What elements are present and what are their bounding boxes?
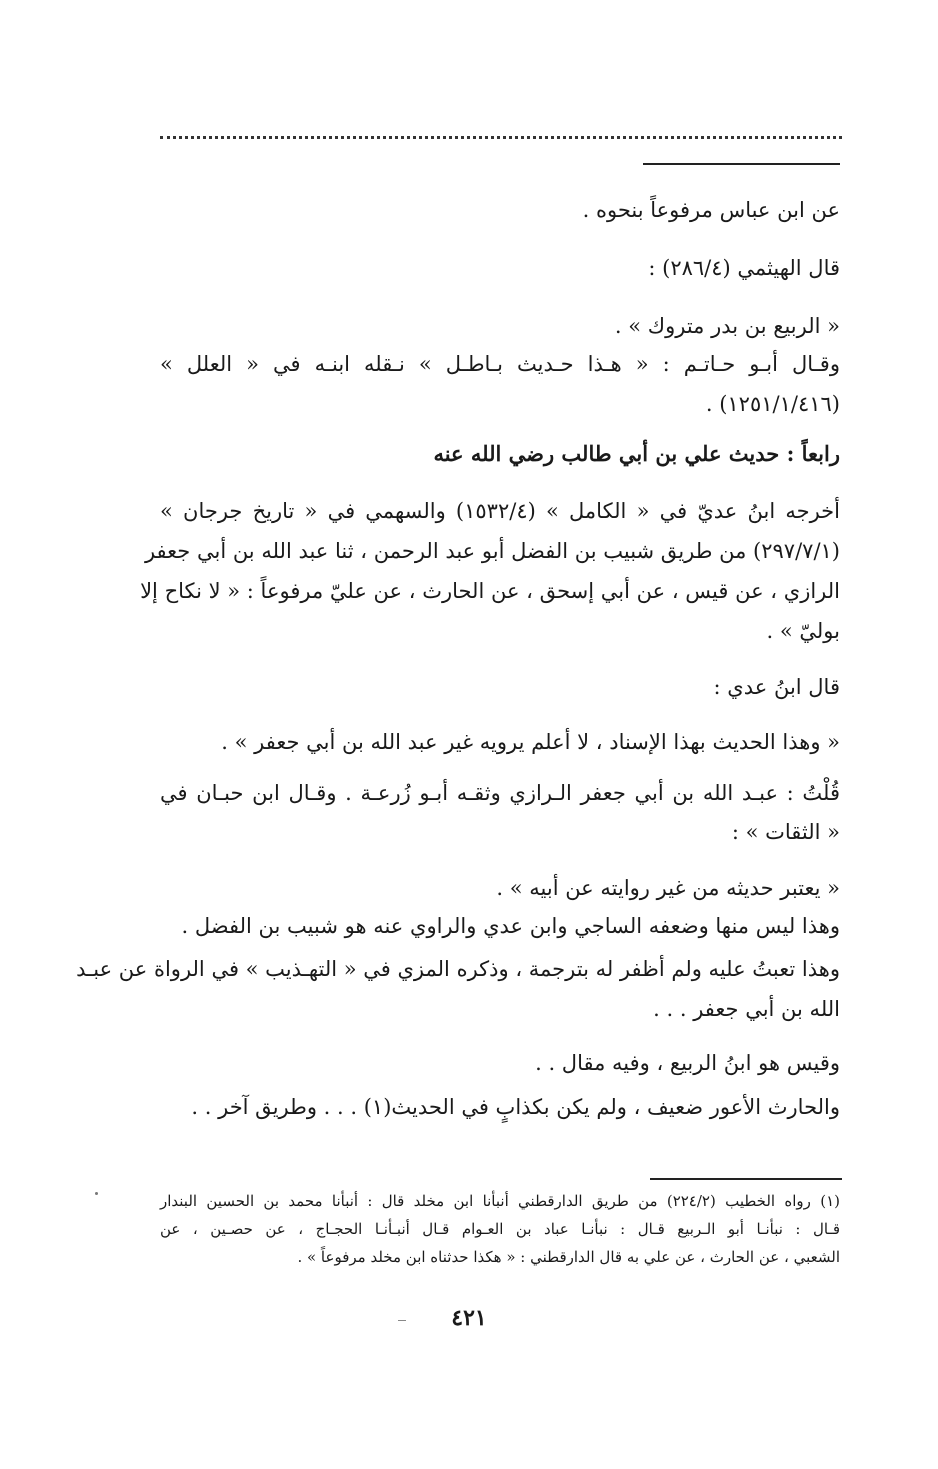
text-line: (١٢٥١/١/٤١٦) . bbox=[705, 392, 840, 416]
text-line: « وهذا الحديث بهذا الإسناد ، لا أعلم يرويه غير عبد الله بن أبي جعفر » . bbox=[221, 730, 840, 754]
dotted-separator bbox=[160, 136, 842, 139]
text-line: بوليّ » . bbox=[766, 619, 840, 643]
text-line: الرازي ، عن قيس ، عن أبي إسحق ، عن الحارث ، عن عليّ مرفوعاً : « لا نكاح إلا bbox=[140, 579, 840, 603]
section-heading: رابعاً : حديث علي بن أبي طالب رضي الله عنه bbox=[433, 441, 840, 466]
footnote-line: الشعبي ، عن الحارث ، عن علي به قال الدارقطني : « هكذا حدثناه ابن مخلد مرفوعاً » . bbox=[297, 1248, 840, 1266]
page-number: ٤٢١ bbox=[451, 1305, 487, 1331]
text-line: قال الهيثمي (٢٨٦/٤) : bbox=[648, 256, 840, 280]
text-line: وهذا ليس منها وضعفه الساجي وابن عدي والراوي عنه هو شبيب بن الفضل . bbox=[181, 914, 840, 938]
margin-mark bbox=[95, 1192, 98, 1195]
text-line: وقـال أبـو حـاتـم : « هـذا حـديث بـاطـل » نـقله ابنـه في « العلل » bbox=[160, 352, 840, 376]
text-line: وقيس هو ابنُ الربيع ، وفيه مقال . . bbox=[535, 1051, 840, 1075]
footnote-rule bbox=[650, 1178, 842, 1180]
text-line: (٢٩٧/٧/١) من طريق شبيب بن الفضل أبو عبد الرحمن ، ثنا عبد الله بن أبي جعفر bbox=[144, 539, 840, 563]
text-line: أخرجه ابنُ عديّ في « الكامل » (١٥٣٢/٤) والسهمي في « تاريخ جرجان » bbox=[160, 499, 840, 523]
footnote-line: قـال : نبأنـا أبو الـربيع قـال : نبأنـا عباد بن العـوام قـال أنبـأنـا الحجـاج ، عن حصـين ، عن bbox=[160, 1220, 840, 1238]
text-line: قُلْتُ : عبـد الله بن أبي جعفر الـرازي وثقـه أبـو زُرعـة . وقـال ابن حبـان في bbox=[160, 781, 840, 805]
text-line: قال ابنُ عدي : bbox=[713, 675, 840, 699]
text-line: عن ابن عباس مرفوعاً بنحوه . bbox=[582, 198, 840, 222]
text-line: « الثقات » : bbox=[731, 820, 840, 844]
text-line: وهذا تعبتُ عليه ولم أظفر له بترجمة ، وذكره المزي في « التهـذيب » في الرواة عن عبـد bbox=[76, 957, 840, 981]
top-rule bbox=[643, 163, 840, 165]
text-line: « يعتبر حديثه من غير روايته عن أبيه » . bbox=[496, 876, 840, 900]
footnote-line: (١) رواه الخطيب (٢٢٤/٢) من طريق الدارقطني أنبأنا ابن مخلد قال : أنبأنا محمد بن الحسين البندار bbox=[160, 1192, 840, 1210]
text-line: والحارث الأعور ضعيف ، ولم يكن بكذابٍ في الحديث(١) . . . وطريق آخر . . bbox=[191, 1095, 840, 1119]
text-line: « الربيع بن بدر متروك » . bbox=[614, 314, 840, 338]
text-line: الله بن أبي جعفر . . . bbox=[653, 997, 840, 1021]
